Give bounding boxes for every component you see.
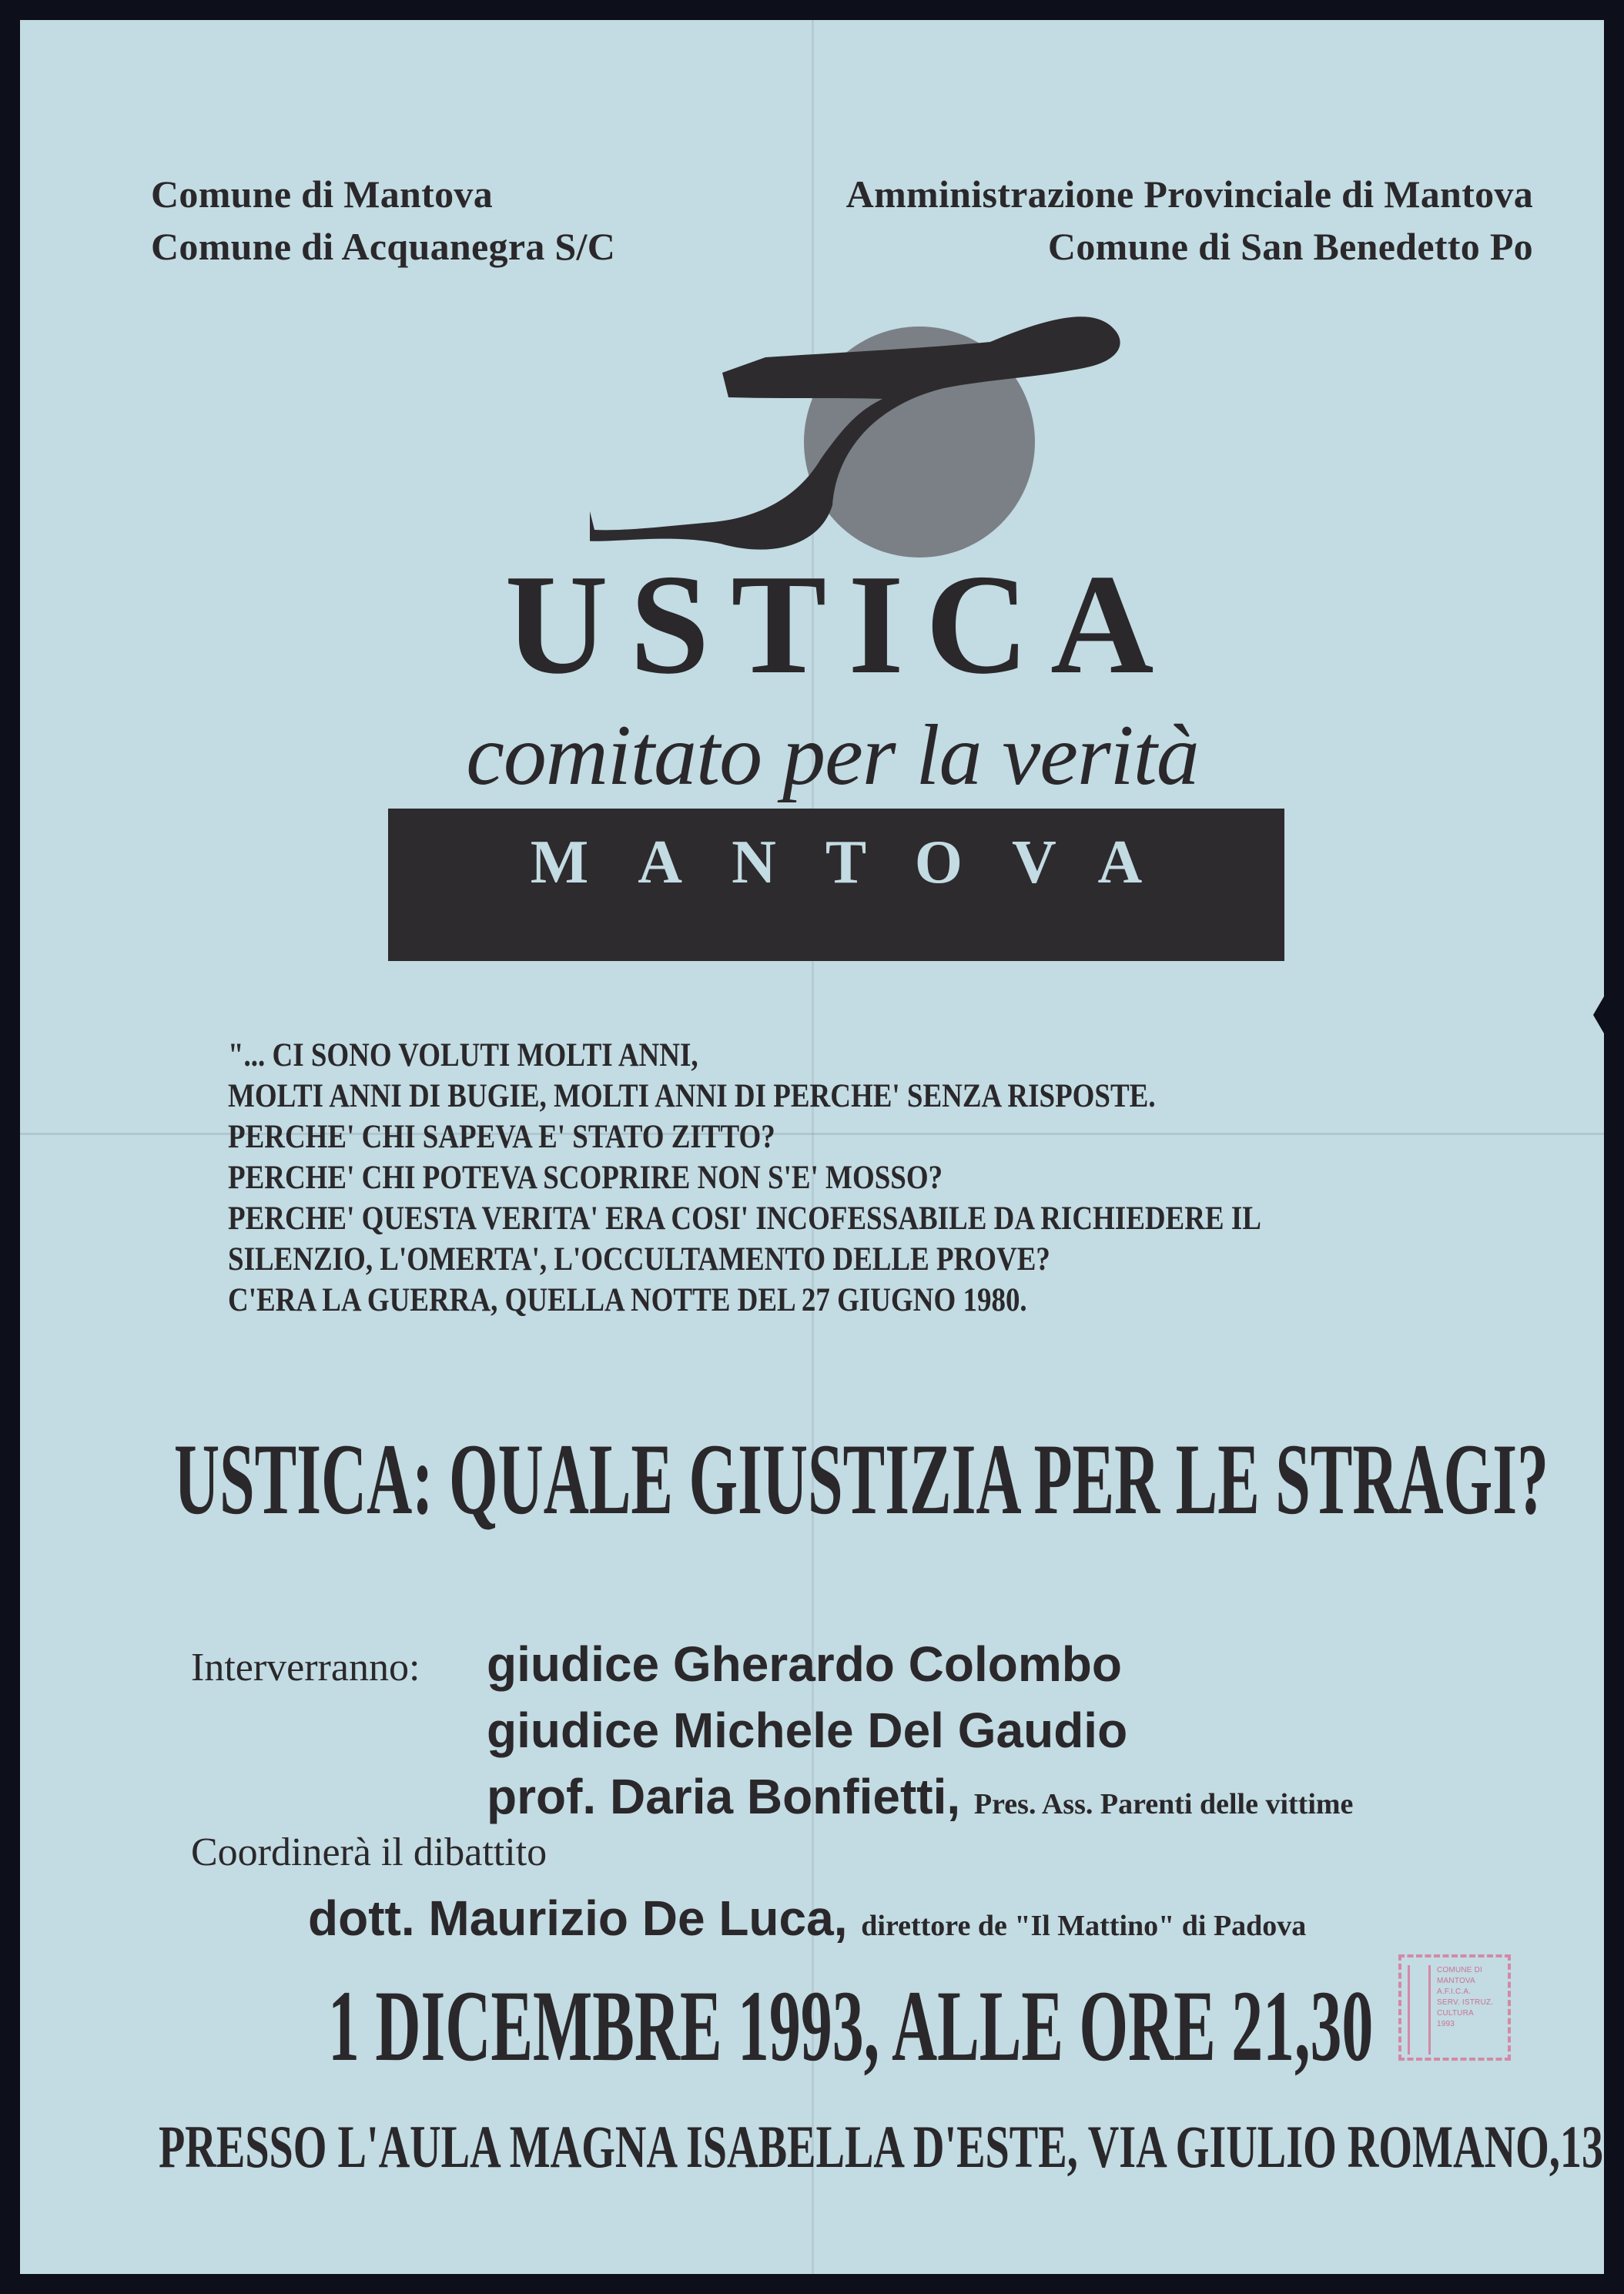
speaker-name: giudice Michele Del Gaudio <box>487 1703 1128 1758</box>
event-venue: PRESSO L'AULA MAGNA ISABELLA D'ESTE, VIA GIULIO ROMANO,13 <box>159 2113 1604 2180</box>
header-right-line-1: Amministrazione Provinciale di Mantova <box>845 172 1533 216</box>
speakers-list <box>487 1631 1353 1837</box>
event-date: 1 DICEMBRE 1993, ALLE ORE 21,30 <box>328 1969 1374 2082</box>
event-headline: USTICA: QUALE GIUSTIZIA PER LE STRAGI? <box>174 1422 1549 1535</box>
quote-line: PERCHE' CHI SAPEVA E' STATO ZITTO? <box>228 1119 775 1155</box>
quote-line: PERCHE' QUESTA VERITA' ERA COSI' INCOFESSABILE DA RICHIEDERE IL <box>228 1201 1261 1237</box>
quote-line: "... CI SONO VOLUTI MOLTI ANNI, <box>228 1037 698 1073</box>
quote-block <box>228 1035 1354 1321</box>
logo-city: MANTOVA <box>530 829 1192 896</box>
header-right <box>846 168 1533 273</box>
logo-city-banner <box>388 809 1284 961</box>
paper-tear <box>1593 996 1604 1033</box>
quote-line: C'ERA LA GUERRA, QUELLA NOTTE DEL 27 GIUGNO 1980. <box>228 1282 1027 1318</box>
quote-line: MOLTI ANNI DI BUGIE, MOLTI ANNI DI PERCHE' SENZA RISPOSTE. <box>228 1078 1156 1114</box>
quote-line: SILENZIO, L'OMERTA', L'OCCULTAMENTO DELLE PROVE? <box>228 1241 1050 1278</box>
speaker-item <box>487 1631 1353 1697</box>
moderator-name: dott. Maurizio De Luca, <box>308 1890 848 1946</box>
logo-subtitle: comitato per la verità <box>466 708 1199 803</box>
speaker-item <box>487 1697 1353 1763</box>
speaker-name: giudice Gherardo Colombo <box>487 1636 1122 1692</box>
stamp-emblem <box>1408 1965 1431 2055</box>
airplane-over-sun-icon <box>590 313 1129 567</box>
header-left-line-2: Comune di Acquanegra S/C <box>151 225 616 268</box>
header-left <box>151 168 615 273</box>
header-right-line-2: Comune di San Benedetto Po <box>1047 225 1533 268</box>
poster <box>20 20 1604 2274</box>
logo-title: USTICA <box>504 545 1176 704</box>
archive-stamp <box>1398 1954 1511 2061</box>
stamp-text: COMUNE DI MANTOVA A.F.I.C.A. SERV. ISTRUZ. CULTURA 1993 <box>1437 1966 1494 2028</box>
moderator <box>308 1885 1306 1959</box>
header-left-line-1: Comune di Mantova <box>151 172 494 216</box>
quote-line: PERCHE' CHI POTEVA SCOPRIRE NON S'E' MOSSO? <box>228 1160 943 1196</box>
speaker-name: prof. Daria Bonfietti, <box>487 1769 961 1824</box>
moderator-role: direttore de "Il Mattino" di Padova <box>861 1910 1307 1942</box>
speaker-item <box>487 1763 1353 1837</box>
speaker-role: Pres. Ass. Parenti delle vittime <box>973 1788 1354 1820</box>
moderator-label: Coordinerà il dibattito <box>191 1830 547 1874</box>
speakers-label: Interverranno: <box>191 1646 420 1690</box>
